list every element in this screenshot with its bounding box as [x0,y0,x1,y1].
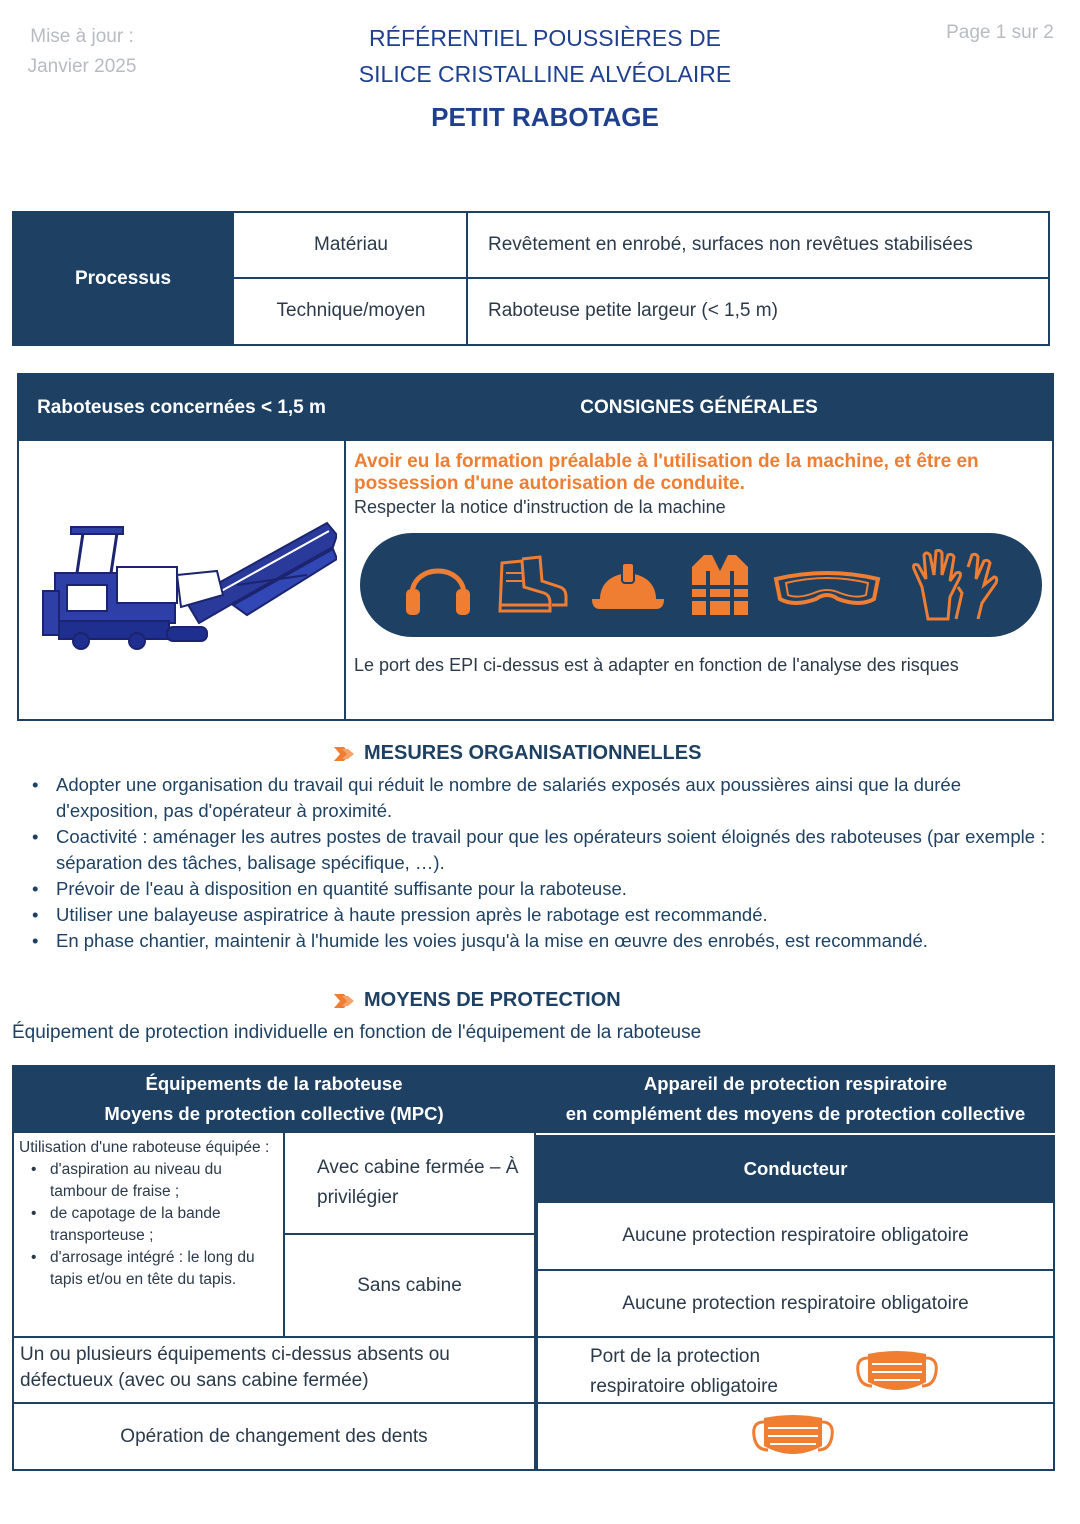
utilisation-intro: Utilisation d'une raboteuse équipée : [19,1139,270,1156]
no-protection-closed-cabin: Aucune protection respiratoire obligatoire [536,1201,1055,1271]
mesures-title-text: MESURES ORGANISATIONNELLES [364,742,702,764]
mandatory-protection-cell [536,1336,1055,1404]
double-chevron-icon [334,747,356,761]
tooth-change-cell: Opération de changement des dents [12,1402,536,1471]
list-item: • Prévoir de l'eau à disposition en quantité suffisante pour la raboteuse. [30,876,1060,902]
mesures-list [30,772,1060,954]
epi-icons-band [360,533,1042,637]
process-table [12,211,1050,346]
milling-machine-illustration [37,515,337,655]
respiratory-header-line-1: Appareil de protection respiratoire [643,1073,948,1094]
process-label-materiau: Matériau [232,213,468,279]
respiratory-header [536,1065,1055,1133]
page-number: Page 1 sur 2 [946,22,1054,43]
update-date [12,22,152,82]
list-item: • En phase chantier, maintenir à l'humide les voies jusqu'à la mise en œuvre des enrobés, est recommandé. [30,928,1060,954]
gloves-icon [908,547,1000,623]
process-value-technique: Raboteuse petite largeur (< 1,5 m) [466,277,1048,344]
consignes-table [17,373,1054,721]
cabine-fermee-cell: Avec cabine fermée – À privilégier [283,1131,536,1235]
conducteur-header: Conducteur [536,1135,1055,1203]
high-visibility-vest-icon [690,551,750,619]
document-title [280,20,810,92]
ear-protection-icon [402,551,474,619]
process-heading: Processus [14,213,232,344]
machine-heading: Raboteuses concernées < 1,5 m [19,375,344,441]
sans-cabine-cell: Sans cabine [283,1233,536,1338]
list-item: • d'aspiration au niveau du tambour de fraise ; [19,1159,278,1203]
mesures-section-title [334,742,701,765]
hard-hat-icon [590,555,666,615]
list-item: • d'arrosage intégré : le long du tapis et/ou en tête du tapis. [19,1247,278,1291]
mpc-header [12,1065,536,1133]
face-mask-icon [750,1410,836,1462]
process-value-materiau: Revêtement en enrobé, surfaces non revêtues stabilisées [466,213,1048,279]
mandatory-line-2: respiratoire obligatoire [590,1376,778,1397]
moyens-section-title [334,989,621,1012]
moyens-intro: Équipement de protection individuelle en fonction de l'équipement de la raboteuse [12,1022,702,1043]
document-subtitle: PETIT RABOTAGE [431,102,659,132]
epi-footnote: Le port des EPI ci-dessus est à adapter en fonction de l'analyse des risques [354,655,959,675]
no-protection-no-cabin: Aucune protection respiratoire obligatoire [536,1269,1055,1338]
list-item: • de capotage de la bande transporteuse ; [19,1203,278,1247]
defective-equipment-cell: Un ou plusieurs équipements ci-dessus absents ou défectueux (avec ou sans cabine fermée) [12,1336,536,1404]
update-label: Mise à jour : [30,26,134,47]
process-label-technique: Technique/moyen [232,277,468,344]
safety-goggles-icon [770,565,884,609]
safety-boots-icon [496,553,570,617]
list-item: • Coactivité : aménager les autres postes de travail pour que les opérateurs soient éloignés des raboteuses (par exemple : séparation des tâches, balisage spécifique, …). [30,824,1060,876]
instruction-notice: Respecter la notice d'instruction de la machine [354,497,726,517]
training-warning: Avoir eu la formation préalable à l'utilisation de la machine, et être en possession d'une autorisation de conduite. [354,451,979,494]
title-line-2: SILICE CRISTALLINE ALVÉOLAIRE [358,61,732,87]
consignes-heading: CONSIGNES GÉNÉRALES [346,375,1052,441]
list-item: • Adopter une organisation du travail qui réduit le nombre de salariés exposés aux poussières ainsi que la durée d'exposition, pas d'opérateur à proximité. [30,772,1060,824]
protection-table [12,1065,1055,1471]
mpc-header-line-1: Équipements de la raboteuse [145,1073,403,1094]
tooth-change-mask-cell [536,1402,1055,1471]
utilisation-list [19,1159,278,1291]
moyens-title-text: MOYENS DE PROTECTION [364,989,621,1011]
column-divider [344,375,346,719]
title-line-1: RÉFÉRENTIEL POUSSIÈRES DE [369,25,721,51]
list-item: • Utiliser une balayeuse aspiratrice à haute pression après le rabotage est recommandé. [30,902,1060,928]
update-value: Janvier 2025 [27,56,137,77]
respiratory-header-line-2: en complément des moyens de protection collective [565,1103,1026,1124]
double-chevron-icon [334,994,356,1008]
mpc-header-line-2: Moyens de protection collective (MPC) [104,1103,444,1124]
face-mask-icon [854,1346,940,1398]
mandatory-line-1: Port de la protection [590,1346,761,1367]
utilisation-cell [12,1131,285,1338]
